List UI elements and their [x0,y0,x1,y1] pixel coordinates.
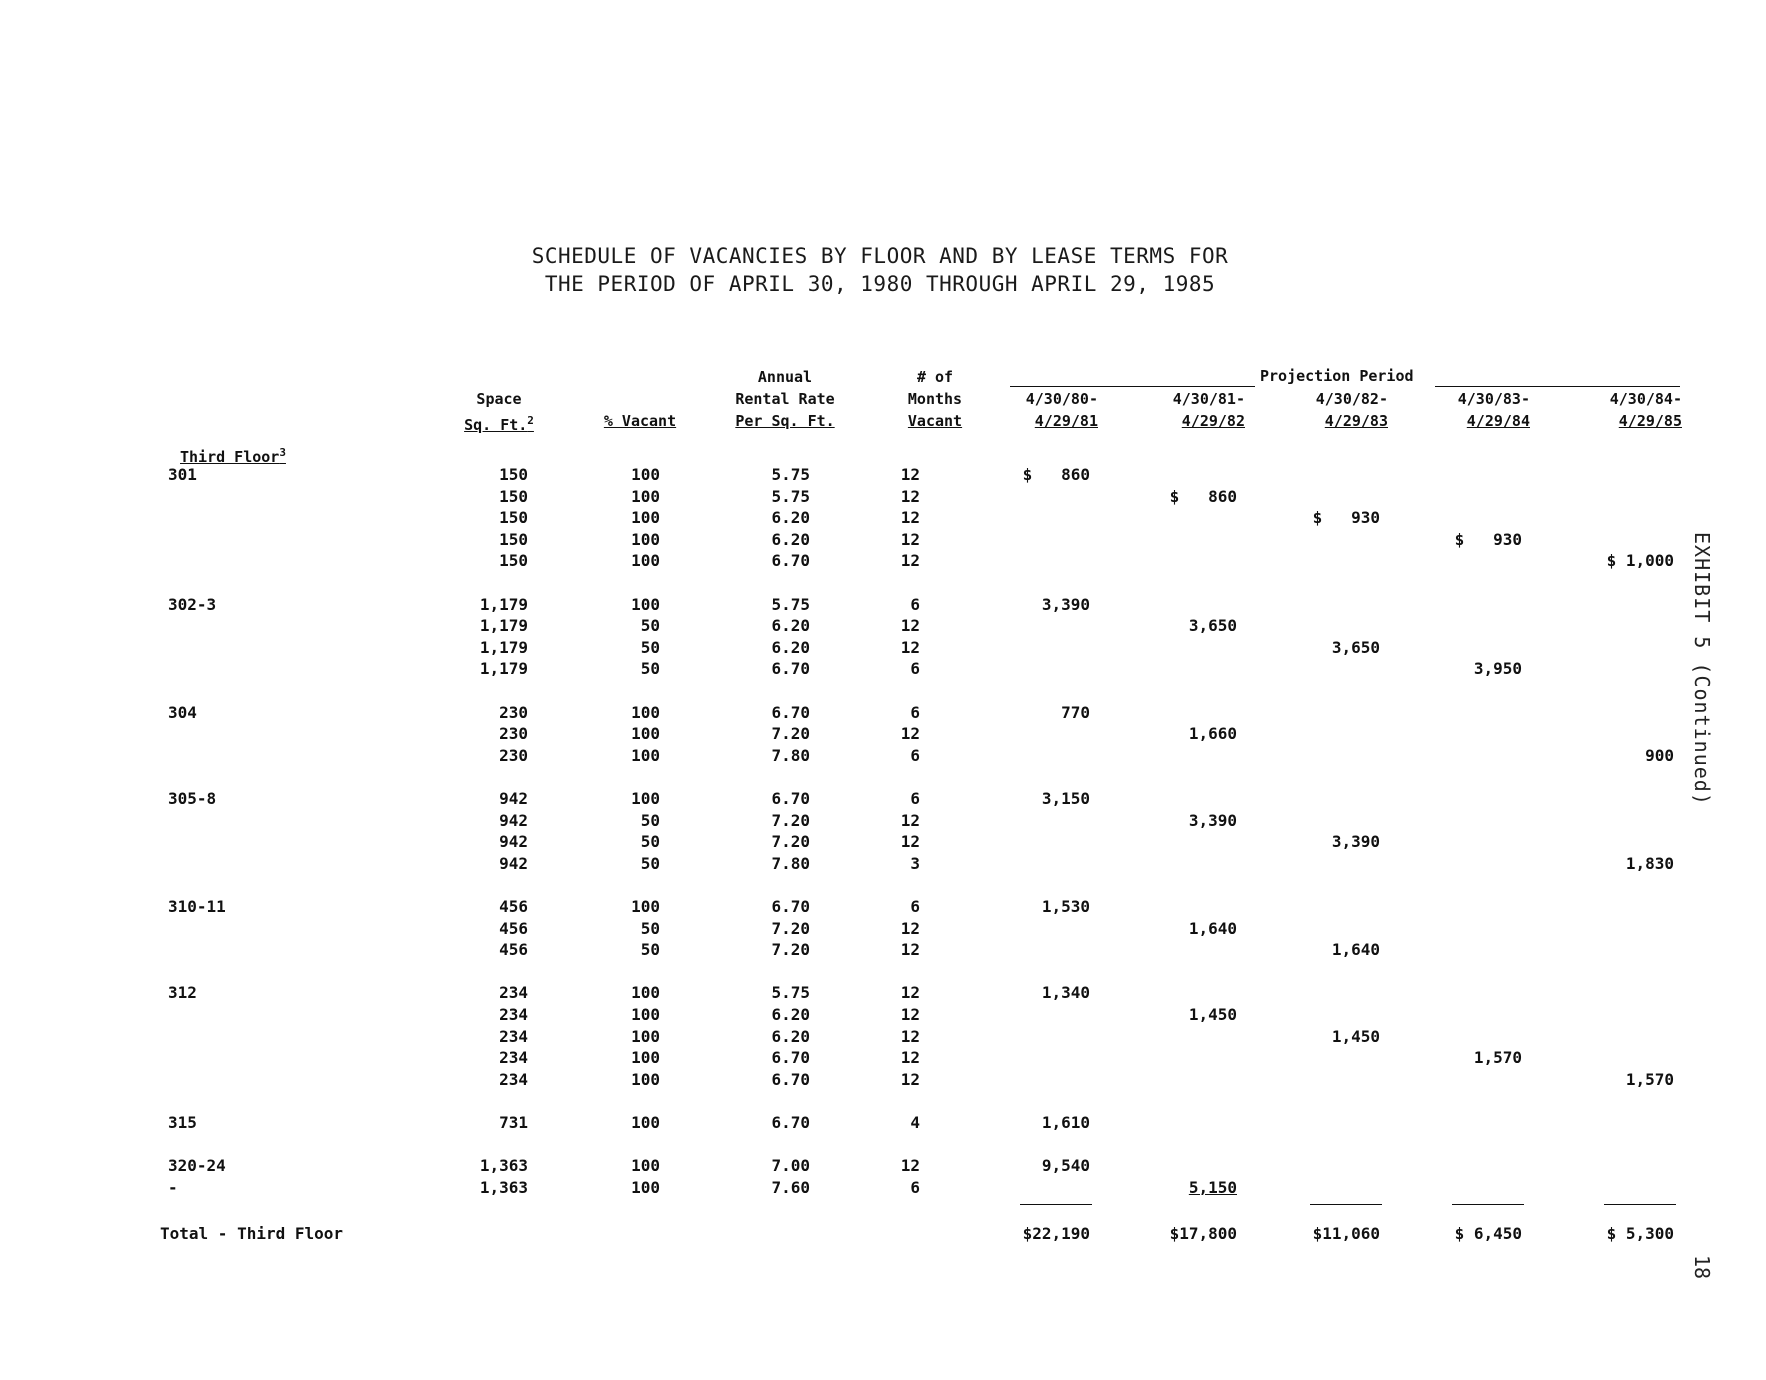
rental-rate: 7.00 [771,1156,810,1176]
space-sqft: 150 [499,486,528,506]
percent-vacant: 100 [631,1069,660,1089]
projected-amount: 1,450 [1331,1026,1380,1046]
header-period-3-start: 4/30/82- [1315,390,1388,408]
percent-vacant: 100 [631,529,660,549]
page-number: 18 [1690,1255,1714,1280]
projected-amount: 3,950 [1473,659,1522,679]
months-vacant: 12 [900,1156,920,1176]
rental-rate: 5.75 [771,465,810,484]
header-period-2-start: 4/30/81- [1172,390,1245,408]
space-sqft: 731 [499,1113,528,1132]
space-sqft: 942 [499,789,528,808]
document-title-line-2: THE PERIOD OF APRIL 30, 1980 THROUGH APRIL 29, 1985 [544,272,1216,296]
percent-vacant: 100 [631,1005,660,1024]
months-vacant: 6 [910,897,920,916]
space-sqft: 150 [499,465,528,484]
space-sqft: 456 [499,940,528,960]
header-months [895,366,975,432]
space-sqft: 230 [499,724,528,744]
exhibit-label: EXHIBIT 5 (Continued) [1690,532,1714,806]
header-period-3 [1278,388,1388,432]
percent-vacant: 50 [640,940,660,960]
percent-vacant: 100 [631,508,660,528]
total-amount-4: $ 6,450 [1454,1224,1522,1243]
percent-vacant: 100 [631,594,660,614]
header-space [455,388,543,436]
total-amount-3: $11,060 [1312,1224,1380,1243]
floor-label: Third Floor$^3$ [180,446,286,466]
projected-amount: 9,540 [1041,1156,1090,1176]
rental-rate: 5.75 [771,486,810,506]
total-amount-2: $17,800 [1169,1224,1237,1243]
projected-amount: 1,640 [1331,940,1380,960]
projected-amount: $ 860 [1169,486,1237,506]
header-space-line-1: Space [476,390,522,408]
header-period-2-end: 4/29/82 [1181,412,1245,430]
header-period-4-end: 4/29/84 [1466,412,1530,430]
rental-rate: 6.20 [771,637,810,657]
space-sqft: 150 [499,551,528,571]
months-vacant: 6 [910,594,920,614]
rental-rate: 7.20 [771,940,810,960]
space-sqft: 230 [499,702,528,722]
total-rule-3 [1310,1204,1382,1205]
rental-rate: 6.70 [771,659,810,679]
header-period-5-end: 4/29/85 [1618,412,1682,430]
percent-vacant: 100 [631,745,660,765]
unit-number: - [168,1177,178,1197]
projected-amount: 3,390 [1331,832,1380,852]
projected-amount: 1,530 [1041,897,1090,916]
months-vacant: 12 [900,486,920,506]
header-months-line-1: # of [916,368,954,386]
rental-rate: 6.20 [771,508,810,528]
projected-amount: 1,450 [1188,1005,1237,1024]
percent-vacant: 100 [631,1177,660,1197]
projected-amount: $ 1,000 [1606,551,1674,571]
rental-rate: 6.70 [771,1113,810,1132]
months-vacant: 6 [910,1177,920,1197]
total-rule-5 [1604,1204,1676,1205]
months-vacant: 12 [900,637,920,657]
projected-amount: 3,390 [1041,594,1090,614]
total-amount-5: $ 5,300 [1606,1224,1674,1243]
rental-rate: 5.75 [771,594,810,614]
months-vacant: 6 [910,745,920,765]
rental-rate: 7.20 [771,810,810,830]
space-sqft: 230 [499,745,528,765]
projected-amount: 3,390 [1188,810,1237,830]
unit-number: 305-8 [168,789,217,808]
months-vacant: 12 [900,832,920,852]
space-sqft: 150 [499,529,528,549]
months-vacant: 12 [900,551,920,571]
rental-rate: 6.20 [771,529,810,549]
unit-number: 301 [168,465,197,484]
header-rate-line-3: Per Sq. Ft. [735,412,835,430]
total-amount-1: $22,190 [1022,1224,1090,1243]
rental-rate: 6.70 [771,897,810,916]
rental-rate: 6.70 [771,1069,810,1089]
percent-vacant: 100 [631,1113,660,1132]
space-sqft: 234 [499,1069,528,1089]
projection-rule-right [1435,386,1680,387]
space-sqft: 234 [499,1048,528,1068]
projected-amount: $ 930 [1312,508,1380,528]
space-sqft: 942 [499,853,528,873]
projected-amount: 1,340 [1041,983,1090,1003]
percent-vacant: 50 [640,810,660,830]
space-sqft: 942 [499,832,528,852]
percent-vacant: 100 [631,551,660,571]
header-space-line-2: Sq. Ft.$^2$ [464,414,534,434]
projected-amount: 3,650 [1188,616,1237,636]
header-projection-period: Projection Period [1260,367,1414,385]
percent-vacant: 50 [640,918,660,938]
projected-amount: 1,610 [1041,1113,1090,1132]
percent-vacant: 100 [631,1026,660,1046]
percent-vacant: 100 [631,724,660,744]
header-space-footnote: 2 [527,414,534,427]
months-vacant: 6 [910,659,920,679]
months-vacant: 12 [900,1026,920,1046]
months-vacant: 12 [900,1048,920,1068]
space-sqft: 456 [499,918,528,938]
header-period-5-start: 4/30/84- [1609,390,1682,408]
header-months-line-3: Vacant [907,412,963,430]
unit-number: 310-11 [168,897,226,916]
space-sqft: 1,179 [479,659,528,679]
rental-rate: 6.70 [771,1048,810,1068]
rental-rate: 6.20 [771,1005,810,1024]
months-vacant: 12 [900,529,920,549]
header-period-3-end: 4/29/83 [1324,412,1388,430]
months-vacant: 12 [900,465,920,484]
total-rule-4 [1452,1204,1524,1205]
rental-rate: 7.60 [771,1177,810,1197]
rental-rate: 7.20 [771,918,810,938]
floor-label-footnote: 3 [279,446,286,459]
space-sqft: 1,363 [479,1177,528,1197]
months-vacant: 12 [900,983,920,1003]
percent-vacant: 100 [631,702,660,722]
months-vacant: 12 [900,940,920,960]
space-sqft: 1,179 [479,616,528,636]
space-sqft: 1,179 [479,637,528,657]
projected-amount: 3,650 [1331,637,1380,657]
projected-amount: $ 930 [1454,529,1522,549]
projected-amount: 1,570 [1625,1069,1674,1089]
header-vacant [595,410,685,432]
rental-rate: 6.20 [771,616,810,636]
percent-vacant: 100 [631,1048,660,1068]
percent-vacant: 100 [631,486,660,506]
space-sqft: 234 [499,983,528,1003]
rental-rate: 6.70 [771,551,810,571]
total-label: Total - Third Floor [160,1224,344,1243]
unit-number: 320-24 [168,1156,226,1176]
projected-amount: 900 [1645,745,1674,765]
projected-amount: 3,150 [1041,789,1090,808]
projected-amount: 1,830 [1625,853,1674,873]
header-period-4-start: 4/30/83- [1457,390,1530,408]
months-vacant: 12 [900,1005,920,1024]
projected-amount: $ 860 [1022,465,1090,484]
space-sqft: 456 [499,897,528,916]
percent-vacant: 50 [640,832,660,852]
space-sqft: 942 [499,810,528,830]
months-vacant: 12 [900,918,920,938]
months-vacant: 12 [900,616,920,636]
header-rate [730,366,840,432]
projected-amount: 1,640 [1188,918,1237,938]
document-title-line-1: SCHEDULE OF VACANCIES BY FLOOR AND BY LEASE TERMS FOR [531,244,1229,268]
percent-vacant: 100 [631,897,660,916]
percent-vacant: 100 [631,789,660,808]
header-period-4 [1420,388,1530,432]
rental-rate: 6.20 [771,1026,810,1046]
months-vacant: 12 [900,508,920,528]
header-vacant-label: % Vacant [603,412,677,430]
header-rate-line-1: Annual [757,368,813,386]
unit-number: 315 [168,1113,197,1132]
percent-vacant: 50 [640,659,660,679]
months-vacant: 12 [900,724,920,744]
percent-vacant: 100 [631,983,660,1003]
months-vacant: 12 [900,810,920,830]
rental-rate: 7.20 [771,832,810,852]
space-sqft: 234 [499,1005,528,1024]
unit-number: 302-3 [168,594,217,614]
percent-vacant: 50 [640,616,660,636]
rental-rate: 7.80 [771,745,810,765]
space-sqft: 150 [499,508,528,528]
header-rate-line-2: Rental Rate [735,390,835,408]
months-vacant: 6 [910,702,920,722]
rental-rate: 5.75 [771,983,810,1003]
total-rule-1 [1020,1204,1092,1205]
months-vacant: 6 [910,789,920,808]
rental-rate: 6.70 [771,789,810,808]
months-vacant: 12 [900,1069,920,1089]
rental-rate: 7.20 [771,724,810,744]
header-period-1 [988,388,1098,432]
percent-vacant: 50 [640,637,660,657]
percent-vacant: 50 [640,853,660,873]
percent-vacant: 100 [631,465,660,484]
projected-amount: 5,150 [1188,1177,1237,1197]
header-period-1-end: 4/29/81 [1034,412,1098,430]
space-sqft: 234 [499,1026,528,1046]
projected-amount: 1,570 [1473,1048,1522,1068]
header-period-2 [1135,388,1245,432]
projection-rule-left [1010,386,1255,387]
unit-number: 304 [168,702,197,722]
unit-number: 312 [168,983,197,1003]
months-vacant: 3 [910,853,920,873]
months-vacant: 4 [910,1113,920,1132]
header-months-line-2: Months [907,390,963,408]
rental-rate: 6.70 [771,702,810,722]
space-sqft: 1,179 [479,594,528,614]
rental-rate: 7.80 [771,853,810,873]
space-sqft: 1,363 [479,1156,528,1176]
percent-vacant: 100 [631,1156,660,1176]
header-period-1-start: 4/30/80- [1025,390,1098,408]
projected-amount: 1,660 [1188,724,1237,744]
projected-amount: 770 [1061,702,1090,722]
header-period-5 [1572,388,1682,432]
